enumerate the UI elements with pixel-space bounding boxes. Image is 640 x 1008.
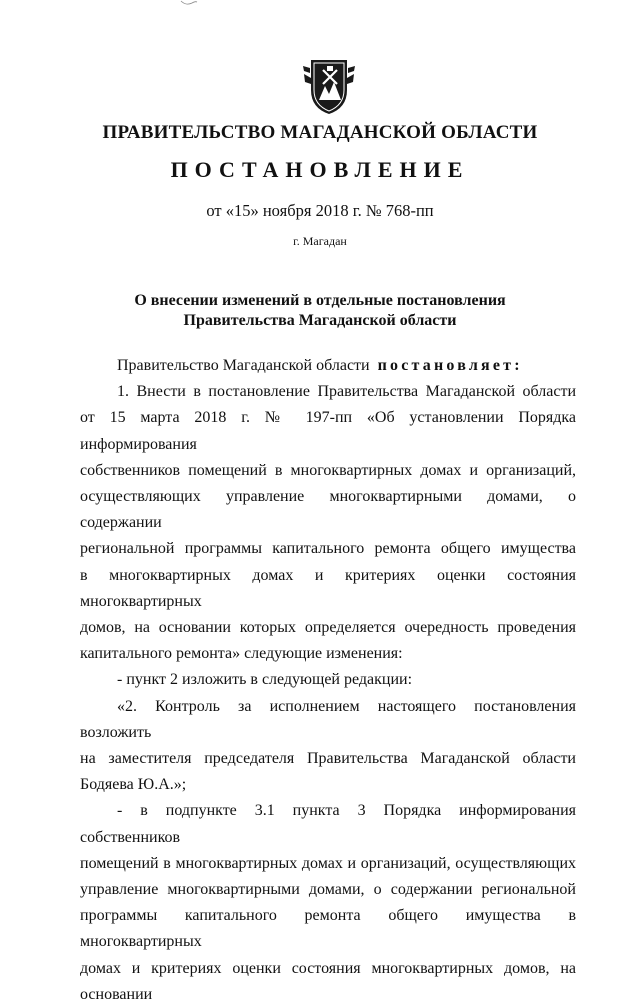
p1-line-4: осуществляющих управление многоквартирными домами, о содержании (80, 488, 576, 532)
document-subject (0, 291, 640, 331)
document-type: ПОСТАНОВЛЕНИЕ (170, 157, 470, 182)
scan-mark (180, 0, 198, 6)
preamble-verb: постановляет: (377, 357, 523, 374)
p1-line-5: региональной программы капитального ремонта общего имущества (80, 540, 576, 558)
date-number: от «15» ноября 2018 г. № 768-пп (206, 201, 434, 220)
organization-title: ПРАВИТЕЛЬСТВО МАГАДАНСКОЙ ОБЛАСТИ (102, 122, 538, 143)
p1-line-8: капитального ремонта» следующие изменения: (80, 645, 403, 663)
p1-line-1: 1. Внести в постановление Правительства Магаданской области (117, 383, 576, 401)
coat-of-arms-icon (301, 56, 357, 116)
p1-line-6: в многоквартирных домах и критериях оценки состояния многоквартирных (80, 566, 576, 610)
p1-line-3: собственников помещений в многоквартирных домах и организаций, (80, 461, 576, 479)
p4-line-2: помещений в многоквартирных домах и организаций, осуществляющих (80, 854, 576, 872)
p4-line-3: управление многоквартирными домами, о содержании региональной (80, 881, 576, 899)
subject-line-2: Правительства Магаданской области (183, 312, 457, 329)
p1-line-7: домов, на основании которых определяется очередность проведения (80, 619, 576, 637)
p4-line-4: программы капитального ремонта общего имущества в многоквартирных (80, 907, 576, 951)
preamble-text: Правительство Магаданской области (117, 357, 370, 374)
preamble (80, 353, 576, 379)
p3-line-3: Бодяева Ю.А.»; (80, 776, 187, 794)
p3-line-2: на заместителя председателя Правительства Магаданской области (80, 750, 576, 768)
document-body (80, 353, 576, 1008)
p2-line: - пункт 2 изложить в следующей редакции: (117, 671, 413, 689)
city: г. Магадан (293, 234, 347, 248)
p3-line-1: «2. Контроль за исполнением настоящего постановления возложить (80, 697, 576, 741)
p4-line-5: домах и критериях оценки состояния многоквартирных домов, на основании (80, 959, 576, 1003)
p4-line-1: - в подпункте 3.1 пункта 3 Порядка информирования собственников (80, 802, 576, 846)
p1-line-2: от 15 марта 2018 г. № 197-пп «Об установлении Порядка информирования (80, 409, 576, 453)
subject-line-1: О внесении изменений в отдельные постановления (134, 292, 506, 309)
